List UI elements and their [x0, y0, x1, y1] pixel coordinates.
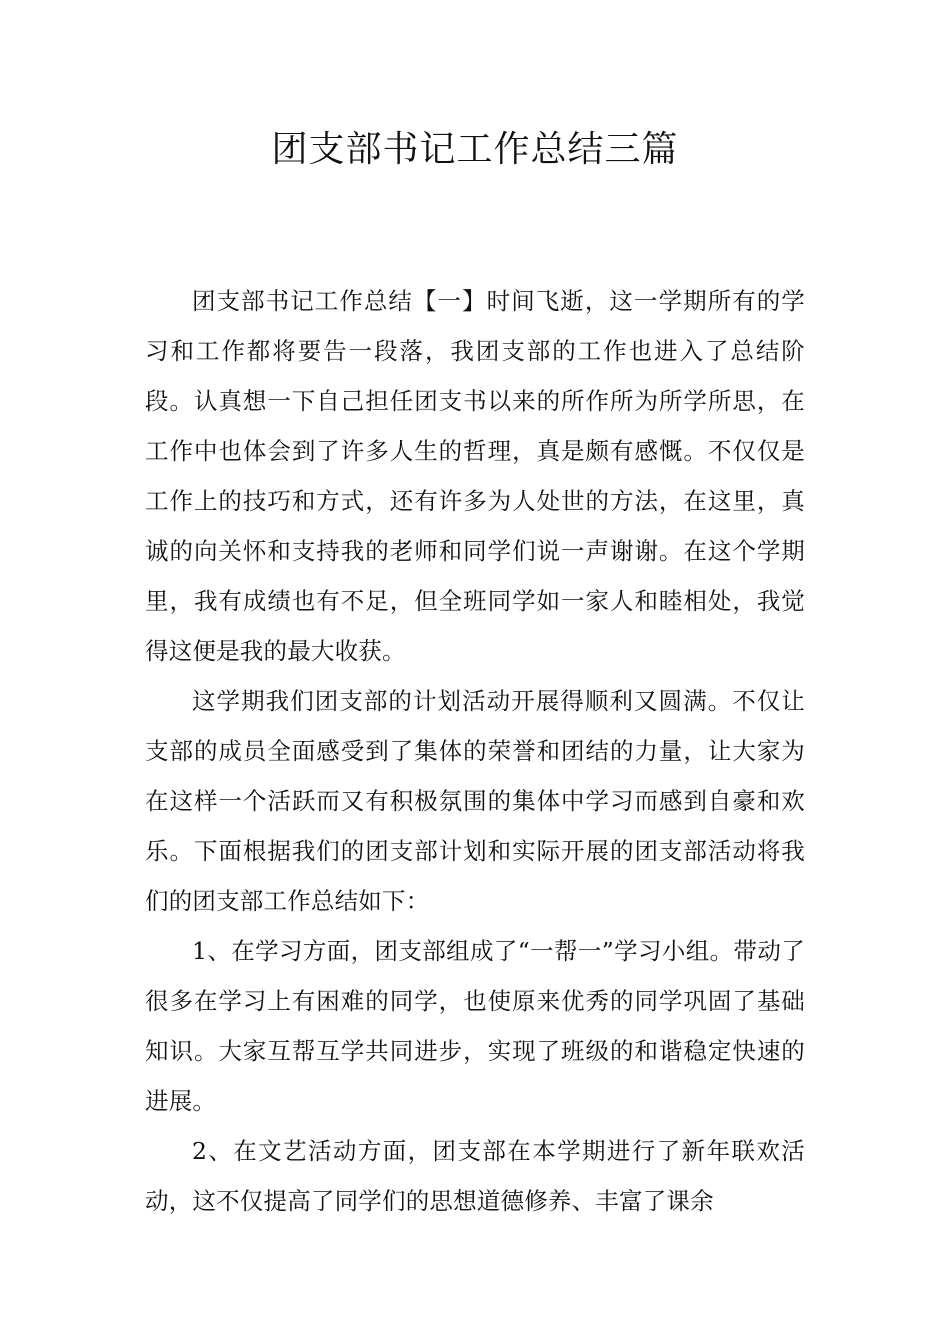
document-title: 团支部书记工作总结三篇 [271, 129, 679, 170]
paragraph-4: 2、在文艺活动方面，团支部在本学期进行了新年联欢活动，这不仅提高了同学们的思想道德修养、丰富了课余 [145, 1137, 805, 1215]
paragraph-2: 这学期我们团支部的计划活动开展得顺利又圆满。不仅让支部的成员全面感受到了集体的荣誉和团结的力量，让大家为在这样一个活跃而又有积极氛围的集体中学习而感到自豪和欢乐。下面根据我们的团支部计划和实际开展的团支部活动将我们的团支部工作总结如下： [145, 687, 805, 915]
document-body [145, 276, 805, 1226]
paragraph-3: 1、在学习方面，团支部组成了“一帮一”学习小组。带动了很多在学习上有困难的同学，也使原来优秀的同学巩固了基础知识。大家互帮互学共同进步，实现了班级的和谐稳定快速的进展。 [145, 937, 805, 1115]
paragraph-1: 团支部书记工作总结【一】时间飞逝，这一学期所有的学习和工作都将要告一段落，我团支部的工作也进入了总结阶段。认真想一下自己担任团支书以来的所作所为所学所思，在工作中也体会到了许多人生的哲理，真是颇有感慨。不仅仅是工作上的技巧和方式，还有许多为人处世的方法，在这里，真诚的向关怀和支持我的老师和同学们说一声谢谢。在这个学期里，我有成绩也有不足，但全班同学如一家人和睦相处，我觉得这便是我的最大收获。 [145, 287, 805, 665]
